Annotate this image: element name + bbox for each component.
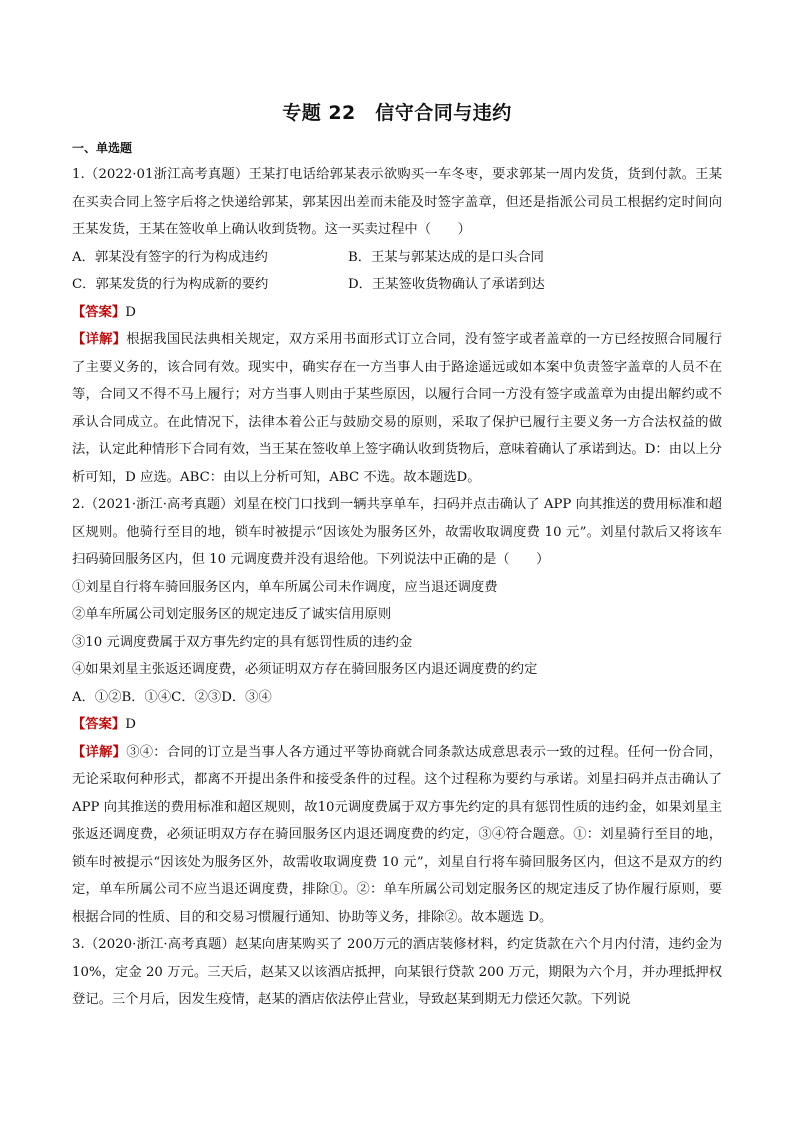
question-2-item-4: ④如果刘星主张返还调度费，必须证明双方存在骑回服务区内退还调度费的约定 <box>72 662 538 677</box>
answer-label: 【答案】 <box>72 717 126 732</box>
question-1-option-b: B．王某与郭某达成的是口头合同 <box>348 249 544 265</box>
section-title: 一、单选题 <box>72 141 133 155</box>
question-2-detail <box>72 739 722 932</box>
answer-label: 【答案】 <box>72 304 126 320</box>
detail-label: 【详解】 <box>72 744 127 760</box>
question-1-option-a: A．郭某没有签字的行为构成违约 <box>72 249 268 265</box>
question-1-option-c: C．郭某发货的行为构成新的要约 <box>72 277 269 292</box>
question-1-option-d: D．王某签收货物确认了承诺到达 <box>348 277 545 292</box>
question-1-detail <box>72 326 722 491</box>
question-2-detail-text: ③④：合同的订立是当事人各方通过平等协商就合同条款达成意思表示一致的过程。任何一份合同，无论采取何种形式，都离不开提出条件和接受条件的过程。这个过程称为要约与承诺。刘星扫码并点击确认了APP 向其推送的费用标准和超区规则，故10元调度费属于双方事先约定的具有惩罚性质的违约金，如果刘星主张返还调度费，必须证明双方存在骑回服务区内退还调度费的约定，③④符合题意。①：刘星骑行至目的地，锁车时被提示“因该处为服务区外，故需收取调度费 10 元”，刘星自行将车骑回服务区内，但这不是双方的约定，单车所属公司不应当退还调度费，排除①。②：单车所属公司划定服务区的规定违反了协作履行原则，要根据合同的性质、目的和交易习惯履行通知、协助等义务，排除②。故本题选 D。 <box>72 744 722 925</box>
question-2-item-1: ①刘星自行将车骑回服务区内，单车所属公司未作调度，应当退还调度费 <box>72 579 498 595</box>
question-2-stem: 2.（2021·浙江·高考真题）刘星在校门口找到一辆共享单车，扫码并点击确认了 APP 向其推送的费用标准和超区规则。他骑行至目的地，锁车时被提示“因该处为服务区外，故需收取调度费 10 元”。刘星付款后又将该车扫码骑回服务区内，但 10 元调度费并没有退给他。下列说法中正确的是（ ） <box>72 497 722 567</box>
question-1-options-row-2 <box>72 271 722 299</box>
question-2-answer <box>72 711 722 739</box>
question-2-answer-value: D <box>125 717 136 732</box>
question-1-answer-value: D <box>125 304 136 320</box>
question-2-item-3: ③10 元调度费属于双方事先约定的具有惩罚性质的违约金 <box>72 634 413 650</box>
detail-label: 【详解】 <box>72 332 127 347</box>
question-1-stem: 1.（2022·01浙江高考真题）王某打电话给郭某表示欲购买一车冬枣，要求郭某一周内发货，货到付款。王某在买卖合同上签字后将之快递给郭某，郭某因出差而未能及时签字盖章，但还是指派公司员工根据约定时间向王某发货，王某在签收单上确认收到货物。这一买卖过程中（ ） <box>72 167 722 237</box>
page-title: 专题 22 信守合同与违约 <box>282 102 512 124</box>
question-2-item-2: ②单车所属公司划定服务区的规定违反了诚实信用原则 <box>72 607 392 622</box>
question-2-options: A．①②B．①④C．②③D．③④ <box>72 689 272 705</box>
question-3-stem: 3.（2020·浙江·高考真题）赵某向唐某购买了 200万元的酒店装修材料，约定货款在六个月内付清，违约金为 10%，定金 20 万元。三天后，赵某又以该酒店抵押，向某银行贷款 200 万元，期限为六个月，并办理抵押权登记。三个月后，因发生疫情，赵某的酒店依法停止营业，导致赵某到期无力偿还欠款。下列说 <box>72 937 722 1007</box>
question-1-options-row-1 <box>72 244 722 272</box>
question-1-answer <box>72 299 722 327</box>
document-content <box>72 98 722 1014</box>
question-1-detail-text: 根据我国民法典相关规定，双方采用书面形式订立合同，没有签字或者盖章的一方已经按照合同履行了主要义务的，该合同有效。现实中，确实存在一方当事人由于路途遥远或如本案中负责签字盖章的人员不在等，合同又不得不马上履行；对方当事人则由于某些原因，以履行合同一方没有签字或盖章为由提出解约或不承认合同成立。在此情况下，法律本着公正与鼓励交易的原则，采取了保护已履行主要义务一方合法权益的做法，认定此种情形下合同有效，当王某在签收单上签字确认收到货物后，意味着确认了承诺到达。D：由以上分析可知，D 应选。ABC：由以上分析可知，ABC 不选。故本题选D。 <box>72 332 722 485</box>
